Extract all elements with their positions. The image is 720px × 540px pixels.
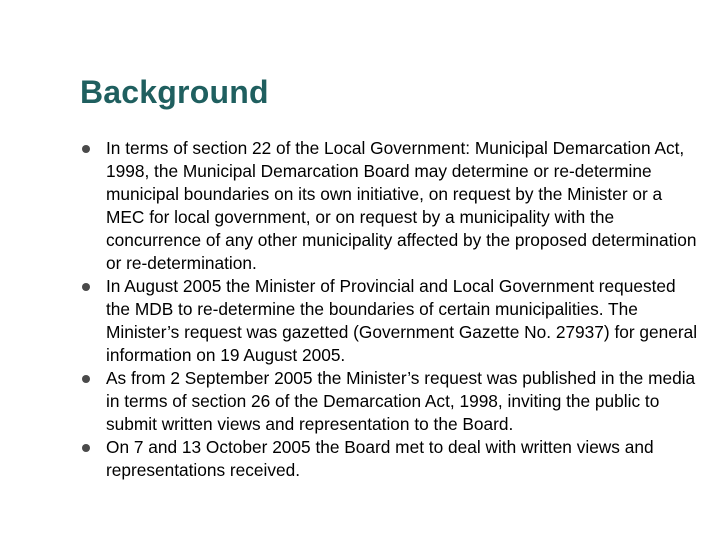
bullet-item — [80, 137, 700, 275]
bullet-text: On 7 and 13 October 2005 the Board met to deal with written views and representations received. — [106, 437, 654, 480]
bullet-dot-icon — [82, 283, 90, 291]
bullet-dot-icon — [82, 145, 90, 153]
bullet-item — [80, 275, 700, 367]
bullet-list — [80, 137, 700, 482]
bullet-text: As from 2 September 2005 the Minister’s request was published in the media in terms of section 26 of the Demarcation Act, 1998, inviting the public to submit written views and representation to the Board. — [106, 368, 696, 434]
bullet-text: In terms of section 22 of the Local Government: Municipal Demarcation Act, 1998, the Municipal Demarcation Board may determine or re-determine municipal boundaries on its own initiative, on request by the Minister or a MEC for local government, or on request by a municipality with the concurrence of any other municipality affected by the proposed determination or re-determination. — [106, 138, 697, 273]
bullet-text: In August 2005 the Minister of Provincial and Local Government requested the MDB to re-determine the boundaries of certain municipalities. The Minister’s request was gazetted (Government Gazette No. 27937) for general information on 19 August 2005. — [106, 276, 698, 365]
bullet-dot-icon — [82, 375, 90, 383]
bullet-item — [80, 367, 700, 436]
slide-title: Background — [80, 74, 269, 110]
bullet-dot-icon — [82, 444, 90, 452]
bullet-item — [80, 436, 700, 482]
